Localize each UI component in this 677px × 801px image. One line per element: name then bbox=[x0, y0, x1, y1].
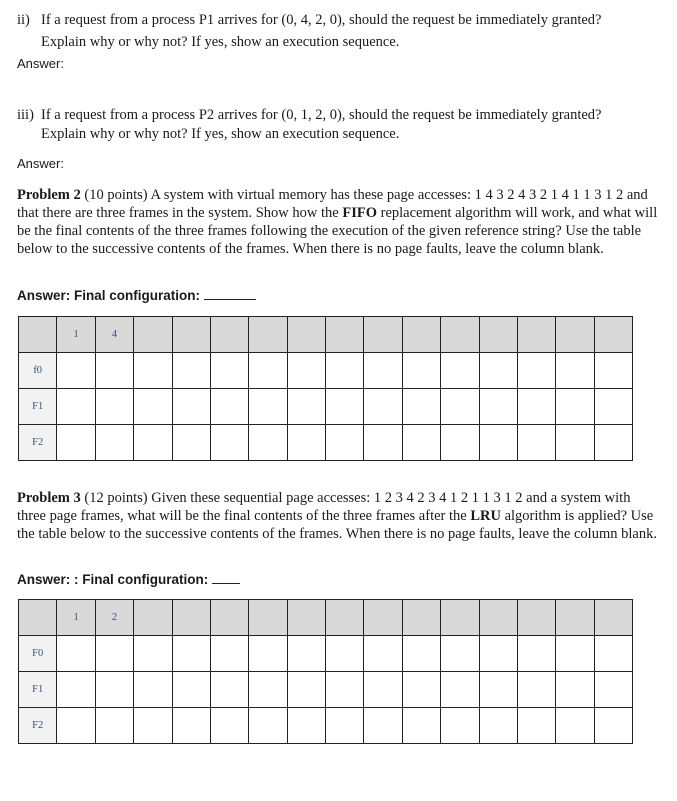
lru-table-cell[interactable] bbox=[287, 636, 325, 672]
lru-table-header-cell bbox=[172, 600, 210, 636]
fifo-table-cell[interactable] bbox=[441, 353, 479, 389]
lru-table-header-cell: 1 bbox=[57, 600, 95, 636]
fifo-table-header-cell bbox=[556, 317, 594, 353]
problem-3-text-b: algorithm is applied? Use the table below to the successive contents of the frames. When there is no page faults, leave the column blank. bbox=[17, 508, 657, 542]
fifo-table-header-cell bbox=[249, 317, 287, 353]
fifo-table-header-cell bbox=[326, 317, 364, 353]
lru-table-cell[interactable] bbox=[594, 672, 632, 708]
lru-table-header-cell bbox=[19, 600, 57, 636]
problem-3-answer-label: Answer: : bbox=[17, 572, 79, 587]
problem-3-algorithm: LRU bbox=[470, 508, 501, 524]
fifo-table-header-cell bbox=[479, 317, 517, 353]
lru-table-cell[interactable] bbox=[402, 672, 440, 708]
fifo-table-header-row bbox=[19, 317, 633, 353]
lru-table-cell[interactable] bbox=[479, 708, 517, 744]
lru-table-cell[interactable] bbox=[249, 672, 287, 708]
fifo-table-cell[interactable] bbox=[441, 425, 479, 461]
lru-table-header-cell bbox=[594, 600, 632, 636]
fifo-table-cell[interactable] bbox=[479, 353, 517, 389]
fifo-table-cell[interactable] bbox=[172, 389, 210, 425]
lru-table-header-cell bbox=[479, 600, 517, 636]
fifo-table-cell[interactable] bbox=[172, 353, 210, 389]
lru-table-cell[interactable] bbox=[594, 636, 632, 672]
fifo-table-header-cell bbox=[287, 317, 325, 353]
lru-table-header-cell bbox=[556, 600, 594, 636]
lru-table-cell[interactable] bbox=[57, 708, 95, 744]
problem-2-algorithm: FIFO bbox=[342, 205, 377, 221]
lru-table-frame-label: F2 bbox=[19, 708, 57, 744]
lru-table-cell[interactable] bbox=[441, 636, 479, 672]
fifo-table-cell[interactable] bbox=[287, 389, 325, 425]
question-ii-label: ii) bbox=[17, 12, 30, 28]
lru-table-cell[interactable] bbox=[556, 708, 594, 744]
lru-table-cell[interactable] bbox=[556, 672, 594, 708]
fifo-table-cell[interactable] bbox=[556, 425, 594, 461]
lru-table-cell[interactable] bbox=[287, 708, 325, 744]
lru-table-cell[interactable] bbox=[172, 636, 210, 672]
fifo-table-header-cell bbox=[210, 317, 248, 353]
fifo-table-frame-label: f0 bbox=[19, 353, 57, 389]
fifo-table-cell[interactable] bbox=[364, 425, 402, 461]
lru-table-cell[interactable] bbox=[517, 672, 555, 708]
problem-2-fifo-table bbox=[18, 316, 633, 461]
lru-table-cell[interactable] bbox=[210, 636, 248, 672]
fifo-table-cell[interactable] bbox=[364, 353, 402, 389]
lru-table-cell[interactable] bbox=[210, 672, 248, 708]
question-iii-answer: Answer: bbox=[17, 156, 64, 171]
problem-3-final-label: Final configuration: bbox=[82, 572, 209, 587]
question-ii-answer: Answer: bbox=[17, 56, 64, 71]
problem-2-title: Problem 2 bbox=[17, 187, 81, 203]
fifo-table-cell[interactable] bbox=[134, 353, 172, 389]
fifo-table-cell[interactable] bbox=[287, 425, 325, 461]
problem-2-final-label: Final configuration: bbox=[74, 288, 201, 303]
fifo-table-header-cell: 4 bbox=[95, 317, 133, 353]
fifo-table-header-cell bbox=[134, 317, 172, 353]
lru-table-header-cell bbox=[364, 600, 402, 636]
fifo-table-cell[interactable] bbox=[364, 389, 402, 425]
fifo-table-header-cell bbox=[172, 317, 210, 353]
lru-table-header-cell bbox=[326, 600, 364, 636]
fifo-table-cell[interactable] bbox=[479, 389, 517, 425]
lru-table-cell[interactable] bbox=[594, 708, 632, 744]
fifo-table-cell[interactable] bbox=[517, 425, 555, 461]
problem-2-answer-line bbox=[17, 287, 256, 303]
lru-table-header-row bbox=[19, 600, 633, 636]
fifo-table-header-cell bbox=[19, 317, 57, 353]
fifo-table-header-cell bbox=[517, 317, 555, 353]
fifo-table-cell[interactable] bbox=[594, 389, 632, 425]
fifo-table-frame-label: F1 bbox=[19, 389, 57, 425]
lru-table-header-cell bbox=[441, 600, 479, 636]
lru-table-header-cell bbox=[134, 600, 172, 636]
lru-table-cell[interactable] bbox=[57, 672, 95, 708]
fifo-table-header-cell bbox=[594, 317, 632, 353]
lru-table-header-cell bbox=[402, 600, 440, 636]
lru-table-cell[interactable] bbox=[134, 672, 172, 708]
lru-table-cell[interactable] bbox=[210, 708, 248, 744]
lru-table-cell[interactable] bbox=[402, 636, 440, 672]
lru-table-header-cell bbox=[249, 600, 287, 636]
fifo-table-cell[interactable] bbox=[517, 353, 555, 389]
problem-3-answer-line bbox=[17, 571, 240, 587]
fifo-table-cell[interactable] bbox=[517, 389, 555, 425]
fifo-table-cell[interactable] bbox=[402, 353, 440, 389]
problem-2-answer-blank bbox=[204, 287, 256, 300]
fifo-table-cell[interactable] bbox=[556, 389, 594, 425]
lru-table-cell[interactable] bbox=[441, 708, 479, 744]
problem-2-text-b: replacement algorithm will work, and what will be the final contents of the three frames following the execution of the given reference string? Use the table below to the successive contents of the frames. When there is no page faults, leave the column blank. bbox=[17, 205, 658, 257]
fifo-table-cell[interactable] bbox=[210, 389, 248, 425]
fifo-table-cell[interactable] bbox=[249, 425, 287, 461]
fifo-table-frame-row bbox=[19, 353, 633, 389]
lru-table-header-cell: 2 bbox=[95, 600, 133, 636]
lru-table-cell[interactable] bbox=[517, 636, 555, 672]
fifo-table-header-cell bbox=[441, 317, 479, 353]
lru-table-cell[interactable] bbox=[134, 636, 172, 672]
lru-table-cell[interactable] bbox=[287, 672, 325, 708]
fifo-table-cell[interactable] bbox=[172, 425, 210, 461]
fifo-table-cell[interactable] bbox=[402, 389, 440, 425]
fifo-table-cell[interactable] bbox=[287, 353, 325, 389]
lru-table-cell[interactable] bbox=[326, 636, 364, 672]
lru-table-cell[interactable] bbox=[57, 636, 95, 672]
fifo-table-cell[interactable] bbox=[326, 389, 364, 425]
question-iii-line2: Explain why or why not? If yes, show an execution sequence. bbox=[41, 126, 400, 142]
question-iii-line1: If a request from a process P2 arrives for (0, 1, 2, 0), should the request be immediately granted? bbox=[41, 107, 602, 123]
question-ii-line2: Explain why or why not? If yes, show an execution sequence. bbox=[41, 34, 400, 50]
fifo-table-frame-row bbox=[19, 425, 633, 461]
fifo-table-header-cell bbox=[402, 317, 440, 353]
lru-table-cell[interactable] bbox=[172, 708, 210, 744]
fifo-table-cell[interactable] bbox=[441, 389, 479, 425]
lru-table-cell[interactable] bbox=[326, 708, 364, 744]
problem-3-paragraph bbox=[17, 489, 662, 543]
fifo-table-cell[interactable] bbox=[594, 425, 632, 461]
fifo-table-cell[interactable] bbox=[249, 353, 287, 389]
lru-table-cell[interactable] bbox=[95, 708, 133, 744]
lru-table-frame-row bbox=[19, 708, 633, 744]
lru-table-cell[interactable] bbox=[364, 672, 402, 708]
lru-table-cell[interactable] bbox=[95, 672, 133, 708]
lru-table-cell[interactable] bbox=[95, 636, 133, 672]
fifo-table-cell[interactable] bbox=[249, 389, 287, 425]
problem-2-paragraph bbox=[17, 186, 662, 258]
problem-2-answer-label: Answer: bbox=[17, 288, 71, 303]
fifo-table-frame-label: F2 bbox=[19, 425, 57, 461]
lru-table-cell[interactable] bbox=[172, 672, 210, 708]
lru-table-cell[interactable] bbox=[402, 708, 440, 744]
question-iii-label: iii) bbox=[17, 107, 34, 123]
problem-2-text-a: (10 points) A system with virtual memory has these page accesses: 1 4 3 2 4 3 2 1 4 1 1 3 1 2 and that there are three frames in the system. Show how the bbox=[17, 187, 648, 221]
lru-table-frame-row bbox=[19, 672, 633, 708]
lru-table-frame-label: F1 bbox=[19, 672, 57, 708]
lru-table-cell[interactable] bbox=[249, 708, 287, 744]
problem-3-lru-table bbox=[18, 599, 633, 744]
fifo-table-cell[interactable] bbox=[479, 425, 517, 461]
lru-table-frame-label: F0 bbox=[19, 636, 57, 672]
fifo-table-cell[interactable] bbox=[57, 425, 95, 461]
fifo-table-header-cell bbox=[364, 317, 402, 353]
question-ii-line1: If a request from a process P1 arrives for (0, 4, 2, 0), should the request be immediately granted? bbox=[41, 12, 602, 28]
fifo-table-cell[interactable] bbox=[594, 353, 632, 389]
lru-table-header-cell bbox=[210, 600, 248, 636]
fifo-table-cell[interactable] bbox=[402, 425, 440, 461]
lru-table-cell[interactable] bbox=[517, 708, 555, 744]
fifo-table-cell[interactable] bbox=[57, 389, 95, 425]
lru-table-cell[interactable] bbox=[249, 636, 287, 672]
lru-table-cell[interactable] bbox=[479, 672, 517, 708]
fifo-table-cell[interactable] bbox=[326, 353, 364, 389]
fifo-table-header-cell: 1 bbox=[57, 317, 95, 353]
lru-table-cell[interactable] bbox=[556, 636, 594, 672]
lru-table-header-cell bbox=[287, 600, 325, 636]
lru-table-cell[interactable] bbox=[134, 708, 172, 744]
fifo-table-cell[interactable] bbox=[57, 353, 95, 389]
fifo-table-cell[interactable] bbox=[95, 353, 133, 389]
lru-table-cell[interactable] bbox=[326, 672, 364, 708]
lru-table-header-cell bbox=[517, 600, 555, 636]
fifo-table-cell[interactable] bbox=[95, 425, 133, 461]
lru-table-frame-row bbox=[19, 636, 633, 672]
fifo-table-cell[interactable] bbox=[210, 425, 248, 461]
fifo-table-cell[interactable] bbox=[210, 353, 248, 389]
fifo-table-cell[interactable] bbox=[95, 389, 133, 425]
fifo-table-cell[interactable] bbox=[556, 353, 594, 389]
problem-3-text-a: (12 points) Given these sequential page accesses: 1 2 3 4 2 3 4 1 2 1 1 3 1 2 and a system with three page frames, what will be the final contents of the three frames after the bbox=[17, 490, 631, 524]
lru-table-cell[interactable] bbox=[364, 636, 402, 672]
fifo-table-cell[interactable] bbox=[134, 425, 172, 461]
lru-table-cell[interactable] bbox=[364, 708, 402, 744]
problem-3-answer-blank bbox=[212, 571, 240, 584]
fifo-table-cell[interactable] bbox=[134, 389, 172, 425]
lru-table-cell[interactable] bbox=[479, 636, 517, 672]
fifo-table-cell[interactable] bbox=[326, 425, 364, 461]
fifo-table-frame-row bbox=[19, 389, 633, 425]
lru-table-cell[interactable] bbox=[441, 672, 479, 708]
problem-3-title: Problem 3 bbox=[17, 490, 81, 506]
